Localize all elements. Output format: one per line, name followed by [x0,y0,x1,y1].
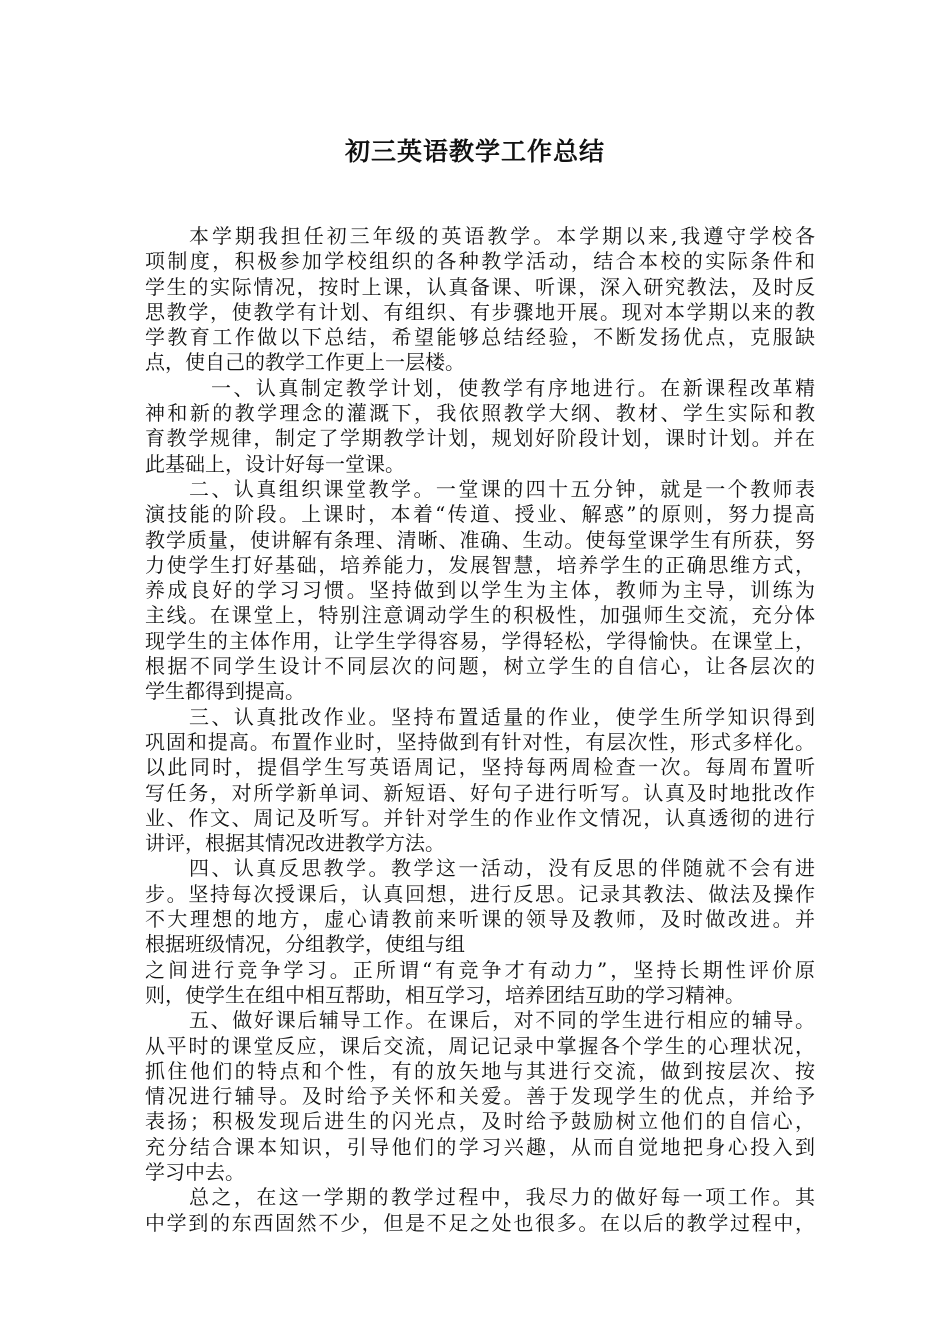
text-line: 此基础上，设计好每一堂课。 [145,451,405,476]
text-line: 主线。在课堂上，特别注意调动学生的积极性，加强师生交流，充分体 [145,603,815,628]
text-line: 项制度，积极参加学校组织的各种教学活动，结合本校的实际条件和 [145,249,815,274]
text-line: 力使学生打好基础，培养能力，发展智慧，培养学生的正确思维方式， [145,552,815,577]
text-line: 写任务，对所学新单词、新短语、好句子进行听写。认真及时地批改作 [145,780,815,805]
text-line: 步。坚持每次授课后，认真回想，进行反思。记录其教法、做法及操作 [145,881,815,906]
text-line: 表扬；积极发现后进生的闪光点，及时给予鼓励树立他们的自信心， [145,1109,815,1134]
text-line: 总之，在这一学期的教学过程中，我尽力的做好每一项工作。其 [189,1185,815,1210]
text-line: 教学质量，使讲解有条理、清晰、准确、生动。使每堂课学生有所获，努 [145,527,815,552]
text-line: 从平时的课堂反应，课后交流，周记记录中掌握各个学生的心理状况， [145,1033,815,1058]
text-line: 讲评，根据其情况改进教学方法。 [145,831,445,856]
text-line: 抓住他们的特点和个性，有的放矢地与其进行交流，做到按层次、按 [145,1058,815,1083]
text-line: 二、认真组织课堂教学。一堂课的四十五分钟，就是一个教师表 [189,476,815,501]
page-title: 初三英语教学工作总结 [344,137,605,166]
text-line: 五、做好课后辅导工作。在课后，对不同的学生进行相应的辅导。 [189,1008,815,1033]
text-line: 学生都得到提高。 [145,679,305,704]
text-line: 养成良好的学习习惯。坚持做到以学生为主体，教师为主导，训练为 [145,578,815,603]
text-line: 情况进行辅导。及时给予关怀和关爱。善于发现学生的优点，并给予 [145,1084,815,1109]
text-line: 育教学规律，制定了学期教学计划，规划好阶段计划，课时计划。并在 [145,426,815,451]
text-line: 充分结合课本知识，引导他们的学习兴趣，从而自觉地把身心投入到 [145,1134,815,1159]
text-line: 学教育工作做以下总结，希望能够总结经验，不断发扬优点，克服缺 [145,325,815,350]
text-line: 演技能的阶段。上课时，本着“传道、授业、解惑”的原则，努力提高 [145,502,815,527]
text-line: 一、认真制定教学计划，使教学有序地进行。在新课程改革精 [211,375,815,400]
body-text [145,224,815,1236]
text-line: 不大理想的地方，虚心请教前来听课的领导及教师，及时做改进。并 [145,907,815,932]
text-line: 神和新的教学理念的灌溉下，我依照教学大纲、教材、学生实际和教 [145,401,815,426]
text-line: 以此同时，提倡学生写英语周记，坚持每两周检查一次。每周布置听 [145,755,815,780]
text-line: 根据不同学生设计不同层次的问题，树立学生的自信心，让各层次的 [145,654,815,679]
text-line: 则，使学生在组中相互帮助，相互学习，培养团结互助的学习精神。 [145,982,745,1007]
text-line: 根据班级情况，分组教学，使组与组 [145,932,465,957]
text-line: 现学生的主体作用，让学生学得容易，学得轻松，学得愉快。在课堂上， [145,628,815,653]
text-line: 学习中去。 [145,1159,245,1184]
text-line: 三、认真批改作业。坚持布置适量的作业，使学生所学知识得到 [189,704,815,729]
text-line: 思教学，使教学有计划、有组织、有步骤地开展。现对本学期以来的教 [145,299,815,324]
text-line: 本学期我担任初三年级的英语教学。本学期以来,我遵守学校各 [189,224,815,248]
text-line: 点，使自己的教学工作更上一层楼。 [145,350,465,375]
text-line: 巩固和提高。布置作业时，坚持做到有针对性，有层次性，形式多样化。 [145,729,815,754]
text-line: 四、认真反思教学。教学这一活动，没有反思的伴随就不会有进 [189,856,815,881]
text-line: 业、作文、周记及听写。并针对学生的作业作文情况，认真透彻的进行 [145,805,815,830]
text-line: 中学到的东西固然不少，但是不足之处也很多。在以后的教学过程中， [145,1210,815,1235]
text-line: 学生的实际情况，按时上课，认真备课、听课，深入研究教法，及时反 [145,274,815,299]
text-line: 之间进行竞争学习。正所谓“有竞争才有动力”，坚持长期性评价原 [145,957,815,982]
